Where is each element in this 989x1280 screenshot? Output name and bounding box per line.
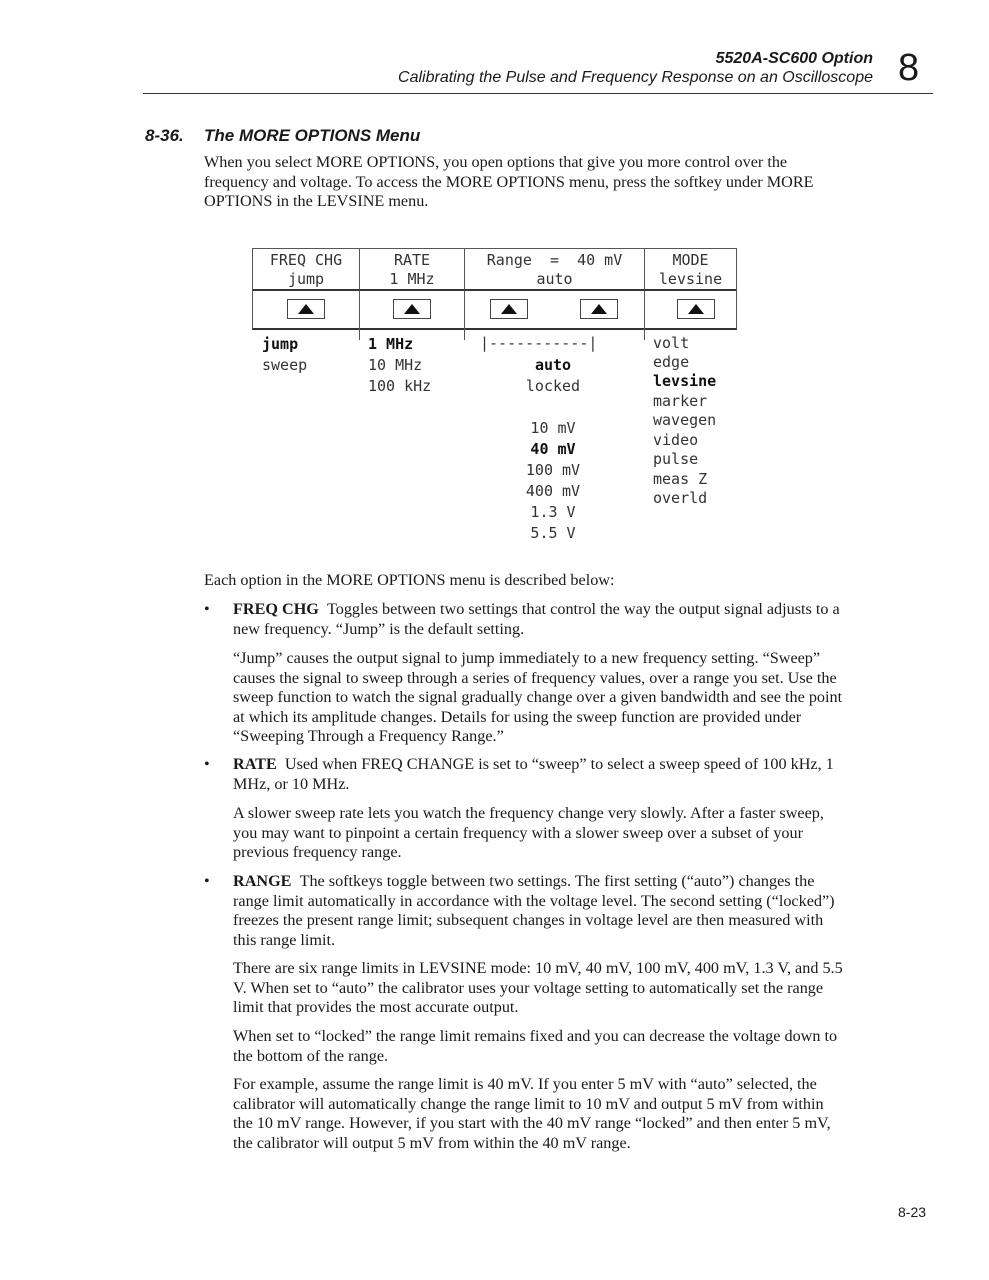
display-cell-mode — [645, 249, 736, 289]
bullet-range — [204, 872, 845, 950]
display-cell-value: levsine — [658, 270, 723, 288]
softkey-divider — [464, 290, 465, 340]
display-cell-label: Range = 40 mV — [486, 251, 623, 269]
intro-paragraph: When you select MORE OPTIONS, you open options that give you more control over the frequency and voltage. To access the MORE OPTIONS menu, press the softkey under MORE OPTIONS in the LEVSINE menu. — [204, 153, 814, 211]
softkey-range-left-up-arrow-icon[interactable] — [490, 299, 528, 319]
rate-option-100khz: 100 kHz — [368, 377, 432, 395]
freq-option-jump: jump — [262, 335, 299, 353]
running-header-title: 5520A-SC600 Option — [715, 50, 873, 67]
softkey-freq-chg-up-arrow-icon[interactable] — [287, 299, 325, 319]
mode-option-overld: overld — [653, 489, 708, 507]
page-number: 8-23 — [898, 1204, 927, 1220]
bullet-dot: • — [204, 755, 210, 773]
range-detail-paragraph-2: When set to “locked” the range limit remains fixed and you can decrease the voltage down to the bottom of the range. — [233, 1027, 838, 1065]
term-range: RANGE — [233, 872, 292, 890]
range-description: The softkeys toggle between two settings. The first setting (“auto”) changes the range limit automatically in accordance with the voltage level. The second setting (“locked”) freezes the present range limit; subsequent changes in voltage level are then measured with this range limit. — [233, 872, 835, 949]
bullet-rate — [204, 755, 845, 794]
display-cell-value: auto — [536, 270, 573, 288]
section-title: The MORE OPTIONS Menu — [204, 126, 421, 145]
mode-option-edge: edge — [653, 353, 690, 371]
display-cell-label: RATE — [393, 251, 431, 269]
mode-option-marker: marker — [653, 392, 708, 410]
mode-option-video: video — [653, 431, 699, 449]
freq-chg-description: Toggles between two settings that control the way the output signal adjusts to a new frequency. “Jump” is the default setting. — [233, 600, 840, 638]
display-cell-value: 1 MHz — [389, 270, 435, 288]
range-value-400mv: 400 mV — [525, 482, 581, 500]
bullet-freq-chg — [204, 600, 845, 639]
range-value-5-5v: 5.5 V — [530, 524, 576, 542]
softkey-divider — [644, 290, 645, 340]
mode-option-meas-z: meas Z — [653, 470, 708, 488]
mode-option-volt: volt — [653, 334, 690, 352]
rate-option-10mhz: 10 MHz — [368, 356, 423, 374]
term-freq-chg: FREQ CHG — [233, 600, 319, 618]
softkey-range-right-up-arrow-icon[interactable] — [580, 299, 618, 319]
mode-option-pulse: pulse — [653, 450, 699, 468]
chapter-number: 8 — [898, 47, 920, 89]
rate-detail-paragraph: A slower sweep rate lets you watch the frequency change very slowly. After a faster sweep, you may want to pinpoint a certain frequency with a slower sweep over a subset of your previous frequency range. — [233, 804, 824, 862]
softkey-rate-up-arrow-icon[interactable] — [393, 299, 431, 319]
calibrator-display-diagram — [252, 248, 737, 331]
rate-description: Used when FREQ CHANGE is set to “sweep” to select a sweep speed of 100 kHz, 1 MHz, or 10 MHz. — [233, 755, 834, 793]
range-value-1-3v: 1.3 V — [530, 503, 576, 521]
display-cell-label: FREQ CHG — [269, 251, 343, 269]
display-cell-freq-chg — [253, 249, 360, 289]
range-value-100mv: 100 mV — [525, 461, 581, 479]
range-option-auto: auto — [534, 356, 572, 374]
display-label-row — [252, 248, 737, 291]
mode-option-levsine: levsine — [653, 372, 717, 390]
display-cell-range — [465, 249, 645, 289]
section-heading — [145, 126, 420, 146]
term-rate: RATE — [233, 755, 277, 773]
range-bracket: |-----------| — [480, 334, 598, 352]
display-cell-label: MODE — [672, 251, 709, 269]
section-number: 8-36. — [145, 126, 184, 145]
mode-option-wavegen: wavegen — [653, 411, 717, 429]
options-lead-paragraph: Each option in the MORE OPTIONS menu is described below: — [204, 571, 615, 589]
running-header-subtitle: Calibrating the Pulse and Frequency Response on an Oscilloscope — [398, 69, 873, 86]
bullet-dot: • — [204, 872, 210, 890]
range-detail-paragraph-3: For example, assume the range limit is 40 mV. If you enter 5 mV with “auto” selected, the calibrator will automatically change the range limit to 10 mV and output 5 mV from within the 10 mV range. However, if you start with the 40 mV range “locked” and then enter 5 mV, the calibrator will output 5 mV from within the 40 mV range. — [233, 1075, 831, 1152]
range-value-40mv: 40 mV — [530, 440, 576, 458]
display-cell-rate — [360, 249, 465, 289]
header-rule — [143, 93, 933, 94]
softkey-row — [252, 290, 737, 330]
freq-option-sweep: sweep — [262, 356, 308, 374]
freq-chg-detail-paragraph: “Jump” causes the output signal to jump immediately to a new frequency setting. “Sweep” causes the signal to sweep through a series of frequency values, over a range you set. Use the sweep function to watch the signal gradually change over a given bandwidth and see the point at which its amplitude changes. Details for using the sweep function are provided under “Sweeping Through a Frequency Range.” — [233, 649, 843, 746]
bullet-dot: • — [204, 600, 210, 618]
range-value-10mv: 10 mV — [530, 419, 576, 437]
range-option-locked: locked — [525, 377, 581, 395]
range-detail-paragraph-1: There are six range limits in LEVSINE mode: 10 mV, 40 mV, 100 mV, 400 mV, 1.3 V, and 5.5 V. When set to “auto” the calibrator uses your voltage setting to automatically set the range limit that provides the most accurate output. — [233, 959, 843, 1017]
softkey-divider — [359, 290, 360, 340]
softkey-mode-up-arrow-icon[interactable] — [677, 299, 715, 319]
display-cell-value: jump — [287, 270, 325, 288]
rate-option-1mhz: 1 MHz — [368, 335, 414, 353]
